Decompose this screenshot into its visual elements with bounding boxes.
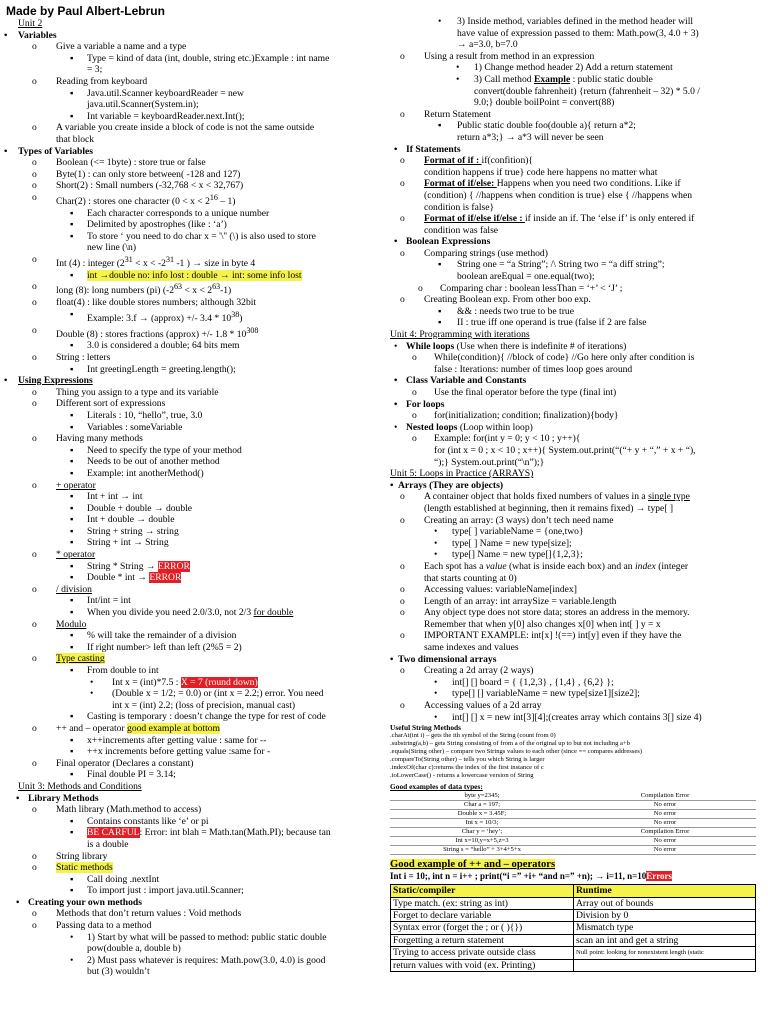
list-item: ▪ Final double PI = 3.14; <box>70 769 176 781</box>
errors-table <box>390 884 756 972</box>
list-item: • type[] Name = new type[]{1,2,3}; <box>434 549 583 561</box>
list-item: • type[] [] variableName = new type[size1][size2]; <box>434 688 640 700</box>
list-item: o Final operator (Declares a constant) <box>32 757 194 769</box>
list-item-cont: that starts counting at 0) <box>424 572 517 584</box>
types-heading: • Types of Variables <box>4 145 93 157</box>
list-item: o Using a result from method in an expression <box>400 50 595 62</box>
list-item: ▪ % will take the remainder of a division <box>70 630 237 642</box>
list-item: o Modulo <box>32 618 87 630</box>
own-methods-heading: • Creating your own methods <box>16 896 142 908</box>
list-item-cont: = 3; <box>87 64 103 76</box>
list-item-cont: return a*3;} → a*3 will never be seen <box>457 131 604 143</box>
list-item-cont: convert(double fahrenheit) {return (fahrenheit – 32) * 5.0 / <box>474 85 700 97</box>
list-item: o A container object that holds fixed numbers of values in a single type <box>400 491 690 503</box>
list-item: ▪ Int + double → double <box>70 514 175 526</box>
list-item: o float(4) : like double stores numbers; although 32bit <box>32 297 257 309</box>
list-item: ▪ ++x increments before getting value :same for - <box>70 746 271 758</box>
table-row: Int x = 10/3; No error <box>390 818 756 827</box>
list-item: ▪ Example: int anotherMethod() <box>70 467 204 479</box>
list-item: ▪ II : true iff one operand is true (false if 2 are false <box>438 317 647 329</box>
unit-3-heading: Unit 3: Methods and Conditions <box>18 780 142 792</box>
list-item-cont: false : Iterations: number of times loop goes around <box>434 363 633 375</box>
int-note-highlight: int →double no: info lost : double → int: some info lost <box>87 269 302 281</box>
list-item-cont: 9.0;} double boilPoint = convert(88) <box>474 97 615 109</box>
list-item: o IMPORTANT EXAMPLE: int[x] !(==) int[y] even if they have the <box>400 630 682 642</box>
list-item-cont: int x = (int) 2.2; (loss of precision, manual cast) <box>112 699 296 711</box>
list-item: • type[ ] variableName = {one,two} <box>434 526 584 538</box>
list-item-cont: same indexes and values <box>424 642 519 654</box>
while-heading: • While loops (Use when there is indefinite # of iterations) <box>394 340 627 352</box>
right-column <box>390 16 762 1022</box>
list-item: ▪ 3.0 is considered a double; 64 bits mem <box>70 340 240 352</box>
list-item: ▪ String one = “a String”; /\ String two = “a diff string”; <box>438 259 665 271</box>
list-item: o Format of if/else: Happens when you need two conditions. Like if <box>400 178 681 190</box>
table-row: Forgetting a return statement scan an int and get a string <box>391 934 756 946</box>
table-row: Double x = 3.45F; No error <box>390 809 756 818</box>
list-item: o String library <box>32 850 108 862</box>
table-row: String s = “hello” + 3+4+5+x No error <box>390 845 756 854</box>
list-item: ▪ When you divide you need 2.0/3.0, not 2/3 for double <box>70 607 294 619</box>
variables-heading: • Variables <box>4 29 57 41</box>
list-item: o ++ and – operator good example at bottom <box>32 722 221 734</box>
list-item: o Double (8) : stores fractions (approx) +/- $1.8 * 10^{308}$ <box>32 324 259 340</box>
string-method-line: .compareTo(String other) – tells you which String is larger <box>390 756 545 764</box>
table-row: return values with void (ex. Printing) <box>391 959 756 971</box>
string-method-line: .toLowerCase() - returns a lowercase version of String <box>390 772 534 780</box>
list-item: o Give a variable a name and a type <box>32 41 187 53</box>
error-badge: ERROR <box>149 572 182 584</box>
list-item-cont: java.util.Scanner(System.in); <box>87 99 199 111</box>
list-item: ▪ int →double no: info lost : double → int: some info lost <box>70 269 302 281</box>
list-item: o String : letters <box>32 351 111 363</box>
list-item: o Accessing values: variableName[index] <box>400 584 577 596</box>
list-item: ▪ Java.util.Scanner keyboardReader = new <box>70 87 244 99</box>
list-item: ▪ Int + int → int <box>70 491 143 503</box>
list-item: o Thing you assign to a type and its variable <box>32 386 219 398</box>
expressions-heading: • Using Expressions <box>4 375 93 387</box>
list-item: o Methods that don’t return values : Void methods <box>32 908 242 920</box>
plusminus-example: Int i = 10;, int n = i++ ; print(“i =” +i+ “and n=” +n); → i=11, n=10Errors <box>390 870 673 881</box>
list-item: ▪ String * String → ERROR <box>70 560 190 572</box>
list-item: o Any object type does not store data; stores an address in the memory. <box>400 607 690 619</box>
list-item: ▪ Int greetingLength = greeting.length(); <box>70 363 236 375</box>
list-item: ▪ Need to specify the type of your method <box>70 444 242 456</box>
list-item: o Having many methods <box>32 433 143 445</box>
list-item: • int[] [] board = { {1,2,3} , {1,4} , {6,2} }; <box>434 676 614 688</box>
list-item: ▪ Literals : 10, “hello”, true, 3.0 <box>70 409 203 421</box>
list-item: o Return Statement <box>400 108 491 120</box>
table-row: Syntax error (forget the ; or ( ){}) Mismatch type <box>391 922 756 934</box>
list-item: o / division <box>32 583 92 595</box>
string-method-line: .indexOf(char c):returns the index of the first instance of c <box>390 764 544 772</box>
list-item: o Byte(1) : can only store between( -128 and 127) <box>32 168 241 180</box>
class-var-heading: • Class Variable and Constants <box>394 375 527 387</box>
list-item: o Each spot has a value (what is inside each box) and an index (integer <box>400 560 689 572</box>
unit-4-heading: Unit 4: Programming with iterations <box>390 329 530 341</box>
list-item: o + operator <box>32 479 96 491</box>
page-title: Made by Paul Albert-Lebrun <box>6 4 165 18</box>
list-item-cont: new line (\n) <box>87 242 137 254</box>
list-item: ▪ If right number> left than left (2%5 = 2) <box>70 641 242 653</box>
left-column <box>4 18 380 1022</box>
table-row: Forget to declare variable Division by 0 <box>391 910 756 922</box>
table-header-row: Static/compiler Runtime <box>391 885 756 897</box>
list-item: ▪ Contains constants like ‘e’ or pi <box>70 815 209 827</box>
list-item: ▪ Double + double → double <box>70 502 193 514</box>
list-item: ▪ From double to int <box>70 665 159 676</box>
list-item: o While(condition){ //block of code} //Go here only after condition is <box>412 352 695 364</box>
list-item: o Format of if : if(confition){ <box>400 155 534 167</box>
plusminus-heading: Good example of ++ and – operators <box>390 858 556 870</box>
list-item: o A variable you create inside a block of code is not the same outside <box>32 122 315 134</box>
list-item: • 2) Must pass whatever is requires: Math.pow(3.0, 4.0) is good <box>70 954 326 966</box>
table-row: Char a = 197; No error <box>390 800 756 809</box>
list-item: ▪ To import just : import java.util.Scanner; <box>70 885 244 897</box>
list-item: • 1) Change method header 2) Add a return statement <box>456 62 673 74</box>
list-item: o Char(2) : stores one character $(0 < x < 2^{16} - 1)$ <box>32 191 236 208</box>
list-item: o Creating an array: (3 ways) don’t tech need name <box>400 514 614 526</box>
list-item: o Comparing char : boolean lessThan = ‘+’ < ‘J’ ; <box>418 282 623 294</box>
library-heading: • Library Methods <box>16 792 99 804</box>
table-row: Char y = ‘hey’; Compilation Error <box>390 827 756 836</box>
list-item: o Length of an array: int arraySize = variable.length <box>400 595 617 607</box>
list-item: ▪ Double * int → ERROR <box>70 572 182 584</box>
list-item: o Different sort of expressions <box>32 398 166 410</box>
list-item: • (Double x = 1/2; = 0.0) or (int x = 2.2;) error. You need <box>90 688 324 700</box>
list-item: o * operator <box>32 549 96 561</box>
string-methods-heading: Useful String Methods <box>390 723 462 733</box>
list-item: ▪ BE CARFUL: Error: int blah = Math.tan(Math.PI); because tan <box>70 827 331 839</box>
list-item-cont: → a=3.0, b=7.0 <box>457 39 518 51</box>
list-item-cont: condition is false} <box>424 201 495 213</box>
string-method-line: .equals(String other) – compare two Strings values to each other (since == compares addresses) <box>390 748 643 756</box>
list-item: o Accessing values of a 2d array <box>400 700 542 712</box>
nested-heading: • Nested loops (Loop within loop) <box>394 421 533 433</box>
table-row: byte y=2345; Compilation Error <box>390 792 756 801</box>
list-item: ▪ To store ‘ you need to do char x = '\'' (\) is also used to store <box>70 230 316 242</box>
list-item: • Int x = (int)*7.5 : X = 7 (round down) <box>90 676 258 688</box>
list-item-cont: boolean areEqual = one.equal(two); <box>457 271 595 283</box>
list-item: ▪ Delimited by apostrophes (like : ‘a’) <box>70 219 227 231</box>
boolean-heading: • Boolean Expressions <box>394 236 491 248</box>
string-method-line: .charAt(int i) – gets the ith symbol of the String (count from 0) <box>390 732 556 740</box>
list-item: ▪ Each character corresponds to a unique number <box>70 207 270 219</box>
list-item-cont: (length established at beginning, then it remains fixed) → type[ ] <box>424 502 674 514</box>
list-item-cont: that block <box>56 133 95 145</box>
list-item: ▪ Int variable = keyboardReader.next.Int(); <box>70 110 245 122</box>
list-item: ▪ Casting is temporary : doesn’t change the type for rest of code <box>70 711 326 723</box>
list-item-cont: (condition) { //happens when condition is true} else { //happens when <box>424 189 692 201</box>
list-item: o Use the final operator before the type (final int) <box>412 387 617 398</box>
table-row: Int x=10,y=x+5,z=3 No error <box>390 836 756 845</box>
data-types-heading: Good examples of data types: <box>390 782 483 792</box>
list-item: o Type casting <box>32 653 105 665</box>
list-item: ▪ Variables : someVariable <box>70 421 183 433</box>
table-row: Type match. (ex: string as int) Array out of bounds <box>391 897 756 909</box>
list-item: o Boolean (<= 1byte) : store true or false <box>32 157 206 169</box>
unit-2-heading: Unit 2 <box>18 18 43 29</box>
list-item-cont: Remember that when y[0] also changes x[0] when int[ ] y = x <box>424 618 661 630</box>
string-method-line: .substring(a,b) – gets String consisting of from a of the original up to but not including a+b <box>390 740 630 748</box>
two-d-heading: • Two dimensional arrays <box>390 653 497 665</box>
list-item-cont: have value of expression passed to them: Math.pow(3, 4.0 + 3) <box>457 27 699 39</box>
list-item: ▪ Type = kind of data (int, double, string etc.)Example : int name <box>70 52 330 64</box>
list-item: o Int (4) : integer ($2^{31} < x < -2^{31}$ -1 ) → size in byte 4 <box>32 254 256 270</box>
list-item: ▪ Public static double foo(double a){ return a*2; <box>438 120 636 132</box>
list-item: o Static methods <box>32 862 113 874</box>
list-item: ▪ x++increments after getting value : same for -- <box>70 734 267 746</box>
list-item-cont: is a double <box>87 838 129 850</box>
table-row: Trying to access private outside class Null point: looking for nonexistent length (static <box>391 947 756 959</box>
list-item: ▪ String + int → String <box>70 537 169 549</box>
list-item: • 3) Call method Example : public static double <box>456 73 653 85</box>
list-item: • 1) Start by what will be passed to method: public static double <box>70 931 327 943</box>
list-item: ▪ Int/int = int <box>70 595 131 607</box>
list-item: ▪ Call doing .nextInt <box>70 873 160 885</box>
list-item-cont: for (int x = 0 ; x < 10 ; x++){ System.out.print(“(“+ y + “,” + x + “), <box>434 444 696 456</box>
list-item-cont: pow(double a, double b) <box>87 943 181 955</box>
round-down-badge: X = 7 (round down) <box>180 676 258 688</box>
list-item-cont: but (3) wouldn’t <box>87 966 150 978</box>
list-item: o Creating Boolean exp. From other boo exp. <box>400 294 591 306</box>
list-item: o Creating a 2d array (2 ways) <box>400 665 534 677</box>
list-item: o Example: for(int y = 0; y < 10 ; y++){ <box>412 433 581 445</box>
list-item: • int[] [] x = new int[3][4];(creates array which contains 3[] size 4) <box>434 711 702 723</box>
data-types-table <box>390 792 756 855</box>
list-item-cont: condition was false <box>424 224 499 236</box>
error-badge: ERROR <box>157 560 190 572</box>
list-item-cont: condition happens if true} code here happens no matter what <box>424 166 658 178</box>
for-heading: • For loops <box>394 398 445 410</box>
list-item: o Math library (Math.method to access) <box>32 804 202 816</box>
list-item: o long (8): long numbers (pi) $(-2^{63} < x < 2^{63}-1)$ <box>32 281 232 297</box>
unit-5-heading: Unit 5: Loops in Practice (ARRAYS) <box>390 468 534 480</box>
list-item: • 3) Inside method, variables defined in the method header will <box>438 16 694 27</box>
list-item: • type[ ] Name = new type[size]; <box>434 537 572 549</box>
list-item: o for(initialization; condition; finalization){body} <box>412 410 619 422</box>
if-heading: • If Statements <box>394 143 461 155</box>
list-item: o Comparing strings (use method) <box>400 247 548 259</box>
list-item: o Passing data to a method <box>32 920 152 932</box>
list-item: ▪ && : needs two true to be true <box>438 305 574 317</box>
list-item: ▪ Example: 3.f → (approx) +/- $3.4 * 10^{38}$) <box>70 308 243 324</box>
list-item: ▪ Needs to be out of another method <box>70 456 220 468</box>
list-item: ▪ String + string → string <box>70 525 179 537</box>
list-item: o Short(2) : Small numbers (-32,768 < x < 32,767) <box>32 180 244 192</box>
list-item: o Format of if/else if/else : if inside an if. The ‘else if’ is only entered if <box>400 213 695 225</box>
list-item-cont: “);} System.out.print(“\n”);} <box>434 456 545 468</box>
list-item: o Reading from keyboard <box>32 75 148 87</box>
error-badge: Errors <box>646 870 673 881</box>
arrays-heading: • Arrays (They are objects) <box>390 479 504 491</box>
